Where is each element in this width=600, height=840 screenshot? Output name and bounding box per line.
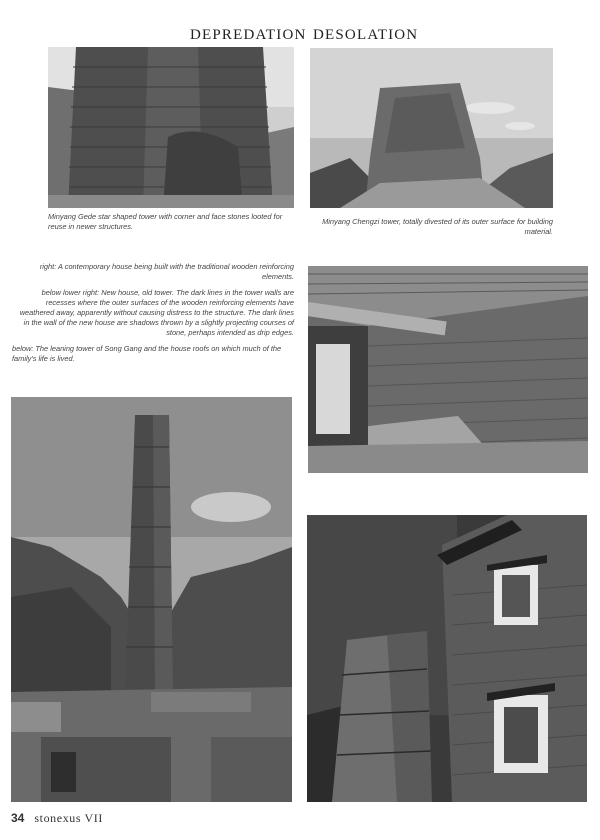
notes-block [12,262,294,370]
note-below: below: The leaning tower of Song Gang and the house roofs on which much of the family's life is lived. [12,344,282,363]
heading-desolation: DESOLATION [313,27,419,43]
caption-gede: Minyang Gede star shaped tower with corner and face stones looted for reuse in newer structures. [48,212,283,231]
page-number: 34 [11,811,25,825]
photo-contemporary-house [308,266,588,473]
photo-new-house-old-tower [307,515,587,802]
photo-song-gang-tower [11,397,292,802]
publication-name: stonexus VII [34,811,104,825]
note-right: right: A contemporary house being built with the traditional wooden reinforcing elements. [39,262,294,281]
note-below-lower-right: below lower right: New house, old tower. The dark lines in the tower walls are recesses where the outer surfaces of the wooden reinforcing elements have weathered away, apparently without causing distress to the structure. The dark lines in the wall of the new house are shadows thrown by a slightly projecting courses of stone, perhaps intended as drip edges. [19,288,294,337]
heading-depredation: DEPREDATION [190,27,307,43]
page-footer [11,809,103,827]
caption-chengzi: Minyang Chengzi tower, totally divested of its outer surface for building material. [322,217,553,236]
photo-gede-tower [48,47,294,208]
photo-chengzi-tower [310,48,553,208]
